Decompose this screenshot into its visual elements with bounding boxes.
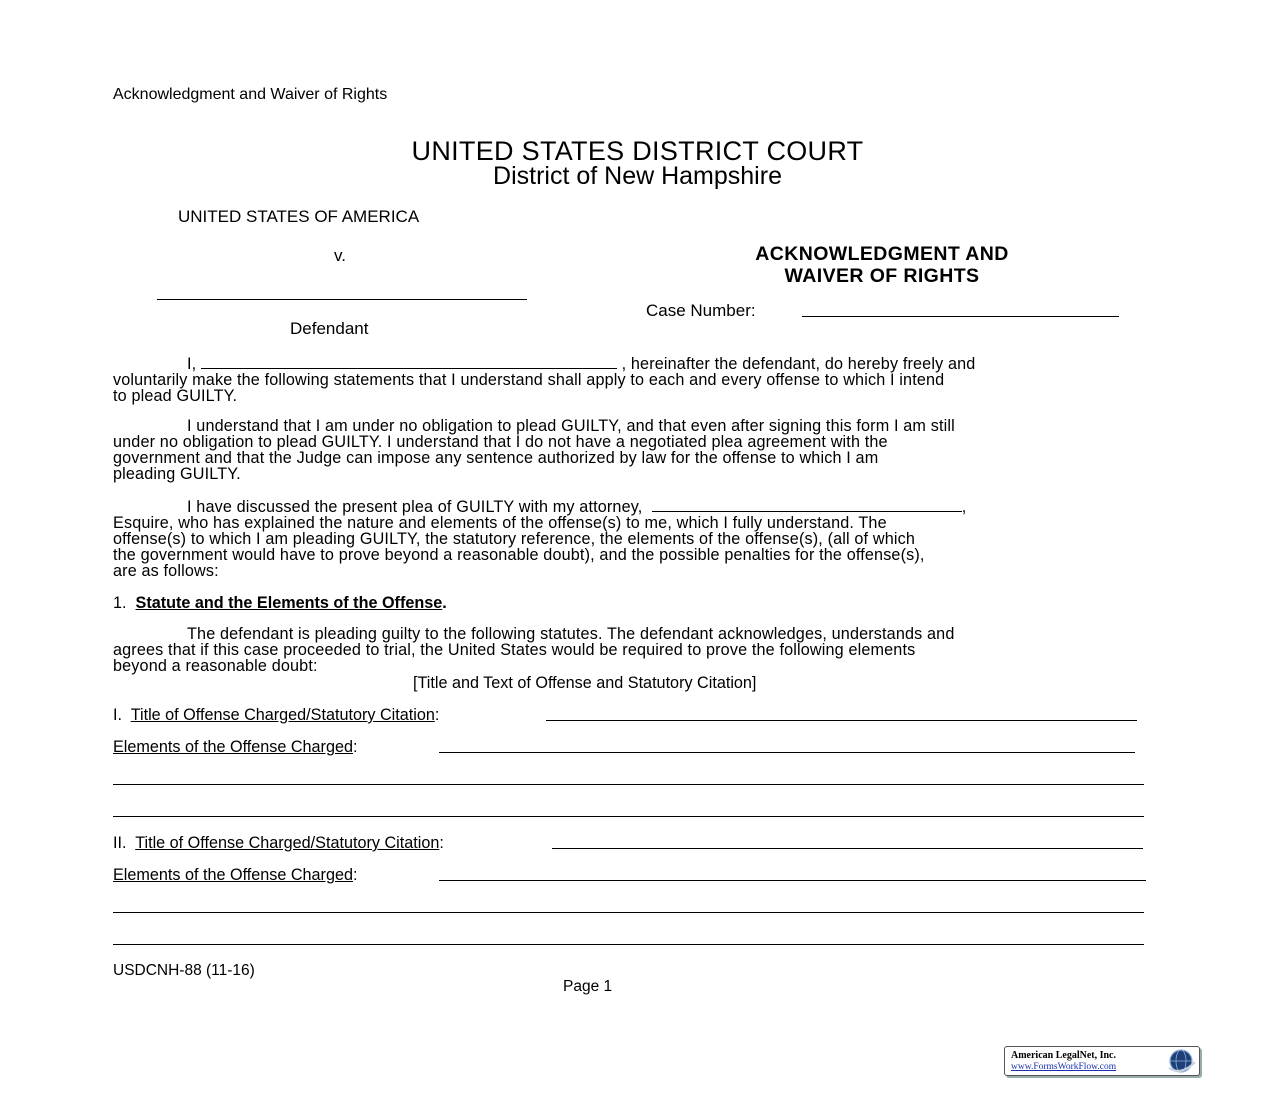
p2-line4: pleading GUILTY. xyxy=(113,465,241,483)
p1-line3: to plead GUILTY. xyxy=(113,387,238,405)
p3-line4: the government would have to prove beyond a reasonable doubt), and the possible penalties for the offense(s), xyxy=(113,546,925,564)
p2-line1: I understand that I am under no obligation to plead GUILTY, and that even after signing this form I am still xyxy=(187,417,955,435)
offense-1-title-field[interactable] xyxy=(546,720,1137,721)
offense-2-elements-field[interactable] xyxy=(439,880,1146,881)
offense-1-elements-field[interactable] xyxy=(439,752,1135,753)
p3-line2: Esquire, who has explained the nature and elements of the offense(s) to me, which I fully understand. The xyxy=(113,514,887,532)
offense-1-elements-label: Elements of the Offense Charged xyxy=(113,738,353,756)
offense-2-elements-line-3[interactable] xyxy=(113,944,1144,945)
offense-2-colon: : xyxy=(439,834,444,852)
case-number-label: Case Number: xyxy=(646,301,756,320)
offense-1-elements-line-3[interactable] xyxy=(113,816,1144,817)
section-1-title: Statute and the Elements of the Offense xyxy=(135,594,443,612)
logo-company-name: American LegalNet, Inc. xyxy=(1011,1050,1116,1061)
p1-line2: voluntarily make the following statements that I understand shall apply to each and every offense to which I intend xyxy=(113,371,945,389)
s1-line3: beyond a reasonable doubt: xyxy=(113,657,318,675)
offense-1-numeral: I. xyxy=(113,706,122,724)
offense-1-elements-line-2[interactable] xyxy=(113,784,1144,785)
defendant-name-line[interactable] xyxy=(157,299,527,300)
document-header-label: Acknowledgment and Waiver of Rights xyxy=(113,86,388,103)
offense-2-title-field[interactable] xyxy=(552,848,1143,849)
s1-line2: agrees that if this case proceeded to trial, the United States would be required to prove the following elements xyxy=(113,641,916,659)
case-number-field[interactable] xyxy=(802,316,1119,317)
court-district: District of New Hampshire xyxy=(493,162,782,190)
paragraph-defendant-statement xyxy=(113,355,1173,404)
section-1-number: 1. xyxy=(113,594,127,612)
offense-1-title-label: Title of Offense Charged/Statutory Citation xyxy=(130,706,435,724)
p3-line5: are as follows: xyxy=(113,562,219,580)
section-1-body xyxy=(113,626,1173,674)
p1-rest: , hereinafter the defendant, do hereby freely and xyxy=(621,355,976,373)
offense-1-colon: : xyxy=(434,706,440,724)
p3-line3: offense(s) to which I am pleading GUILTY, the statutory reference, the elements of the offense(s), (all of which xyxy=(113,530,915,548)
p3-start: I have discussed the present plea of GUILTY with my attorney, xyxy=(187,498,643,516)
offense-2-elements-line-2[interactable] xyxy=(113,912,1144,913)
section-1-heading xyxy=(113,594,447,613)
offense-1-elements-row xyxy=(113,738,357,757)
american-legalnet-logo xyxy=(1004,1046,1200,1076)
bracket-note: [Title and Text of Offense and Statutory Citation] xyxy=(413,674,757,692)
form-title-line-2: WAIVER OF RIGHTS xyxy=(784,265,980,287)
offense-2-elements-colon: : xyxy=(352,866,358,884)
court-name: UNITED STATES DISTRICT COURT xyxy=(411,136,864,166)
section-1-period: . xyxy=(442,594,447,612)
offense-2-title-row xyxy=(113,834,444,853)
offense-1-title-row xyxy=(113,706,439,725)
offense-1-elements-colon: : xyxy=(352,738,358,756)
offense-2-elements-label: Elements of the Offense Charged xyxy=(113,866,353,884)
p2-line2: under no obligation to plead GUILTY. I understand that I do not have a negotiated plea agreement with the xyxy=(113,433,888,451)
defendant-name-blank[interactable] xyxy=(201,355,617,369)
paragraph-attorney-discussion xyxy=(113,498,1173,579)
s1-line1: The defendant is pleading guilty to the following statutes. The defendant acknowledges, understands and xyxy=(187,625,955,643)
versus: v. xyxy=(334,246,346,265)
form-code: USDCNH-88 (11-16) xyxy=(113,962,255,979)
offense-2-numeral: II. xyxy=(113,834,127,852)
defendant-label: Defendant xyxy=(290,319,369,338)
logo-website-link[interactable]: www.FormsWorkFlow.com xyxy=(1011,1062,1117,1072)
form-title-line-1: ACKNOWLEDGMENT AND xyxy=(755,243,1009,265)
offense-2-title-label: Title of Offense Charged/Statutory Citation xyxy=(135,834,440,852)
offense-2-elements-row xyxy=(113,866,357,885)
p3-comma: , xyxy=(961,498,967,516)
p2-line3: government and that the Judge can impose any sentence authorized by law for the offense to which I am xyxy=(113,449,879,467)
paragraph-no-obligation xyxy=(113,418,1173,482)
plaintiff-name: UNITED STATES OF AMERICA xyxy=(178,207,420,226)
globe-icon xyxy=(1167,1048,1197,1074)
attorney-name-blank[interactable] xyxy=(652,498,962,512)
page-number: Page 1 xyxy=(563,978,613,995)
p1-start: I, xyxy=(187,355,197,373)
